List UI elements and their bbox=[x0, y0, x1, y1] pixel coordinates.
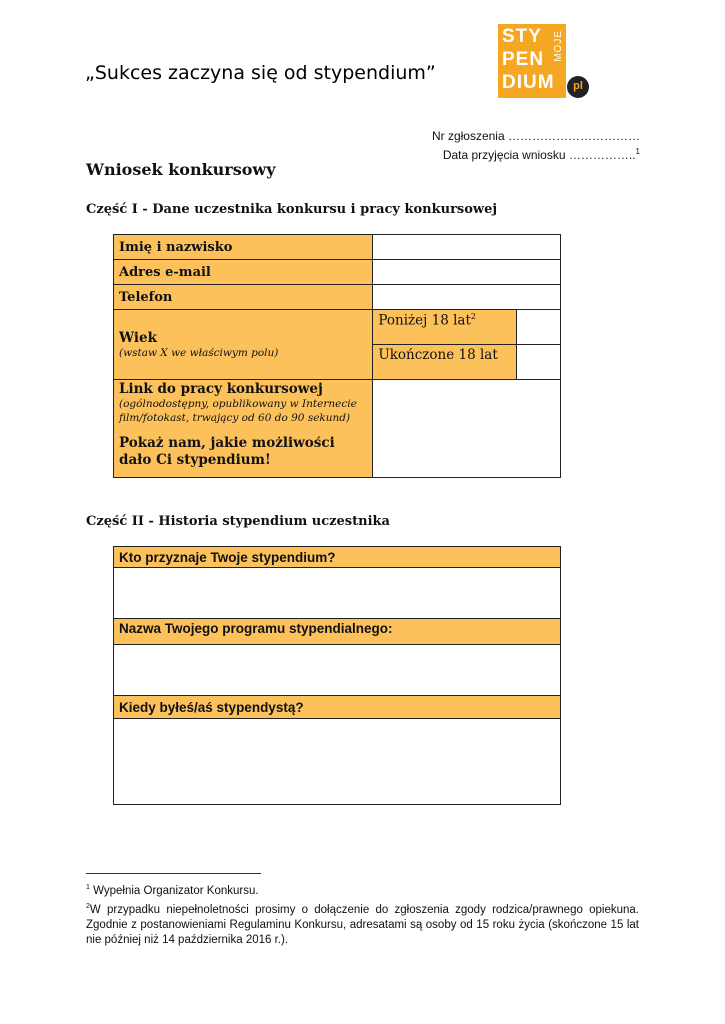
submission-number-line bbox=[432, 128, 640, 144]
age-label: Wiek bbox=[119, 329, 157, 346]
stypendium-logo bbox=[498, 24, 566, 98]
age-label-cell bbox=[114, 310, 373, 380]
submission-date-label: Data przyjęcia wniosku bbox=[442, 148, 566, 162]
part1-title: Część I - Dane uczestnika konkursu i pracy konkursowej bbox=[86, 202, 498, 217]
footnote-1-text: Wypełnia Organizator Konkursu. bbox=[89, 884, 259, 897]
logo-vertical-text: MOJE bbox=[553, 30, 564, 62]
footnote-2-ref: 2 bbox=[86, 902, 90, 910]
form-title: Wniosek konkursowy bbox=[86, 160, 276, 179]
footnote-2 bbox=[86, 899, 639, 948]
logo-line-2: PEN bbox=[502, 49, 545, 70]
logo-line-1: STY bbox=[502, 26, 542, 47]
email-label: Adres e-mail bbox=[114, 260, 373, 285]
age-over-18-label: Ukończone 18 lat bbox=[373, 345, 517, 380]
question-scholarship-period: Kiedy byłeś/aś stypendystą? bbox=[114, 696, 561, 719]
age-over-18-checkbox[interactable] bbox=[517, 345, 561, 380]
footnote-2-text: W przypadku niepełnoletności prosimy o dołączenie do zgłoszenia zgody rodzica/prawnego opiekuna. Zgodnie z postanowieniami Regulaminu Konkursu, adresatami są osoby od 15 roku życia (skończone 15 lat nie później niż 14 października 2016 r.). bbox=[86, 903, 639, 946]
logo-line-3: DIUM bbox=[502, 72, 555, 93]
answer-awarding-body[interactable] bbox=[114, 568, 561, 619]
submission-date-field: …………….. bbox=[568, 148, 636, 162]
submission-date-line bbox=[432, 144, 640, 163]
page-headline: „Sukces zaczyna się od stypendium” bbox=[85, 62, 436, 84]
question-awarding-body: Kto przyznaje Twoje stypendium? bbox=[114, 547, 561, 568]
answer-scholarship-period[interactable] bbox=[114, 719, 561, 805]
part2-title: Część II - Historia stypendium uczestnika bbox=[86, 514, 390, 529]
scholarship-history-table bbox=[113, 546, 561, 805]
footnotes bbox=[86, 880, 639, 948]
footnote-ref-2: 2 bbox=[470, 312, 476, 321]
logo-domain-badge: pl bbox=[567, 76, 589, 98]
link-label-cell bbox=[114, 380, 373, 478]
question-program-name: Nazwa Twojego programu stypendialnego: bbox=[114, 619, 561, 645]
footnote-divider bbox=[86, 873, 261, 874]
age-under-18-checkbox[interactable] bbox=[517, 310, 561, 345]
footnote-ref-1: 1 bbox=[635, 147, 640, 156]
age-under-18-text: Poniżej 18 lat bbox=[378, 312, 471, 329]
footnote-1 bbox=[86, 880, 639, 899]
link-label: Link do pracy konkursowej bbox=[119, 381, 323, 397]
email-input[interactable] bbox=[373, 260, 561, 285]
name-input[interactable] bbox=[373, 235, 561, 260]
age-under-18-label bbox=[373, 310, 517, 345]
link-hint: (ogólnodostępny, opublikowany w Internecie film/fotokast, trwający od 60 do 90 sekund) bbox=[119, 398, 357, 424]
phone-input[interactable] bbox=[373, 285, 561, 310]
answer-program-name[interactable] bbox=[114, 645, 561, 696]
name-label: Imię i nazwisko bbox=[114, 235, 373, 260]
participant-data-table bbox=[113, 234, 561, 478]
submission-meta bbox=[432, 128, 640, 163]
submission-number-field: …………………………… bbox=[508, 129, 640, 143]
link-input[interactable] bbox=[373, 380, 561, 478]
age-hint: (wstaw X we właściwym polu) bbox=[119, 346, 279, 359]
footnote-1-ref: 1 bbox=[86, 884, 90, 891]
submission-number-label: Nr zgłoszenia bbox=[431, 129, 505, 143]
phone-label: Telefon bbox=[114, 285, 373, 310]
link-prompt: Pokaż nam, jakie możliwości dało Ci stypendium! bbox=[119, 435, 335, 468]
